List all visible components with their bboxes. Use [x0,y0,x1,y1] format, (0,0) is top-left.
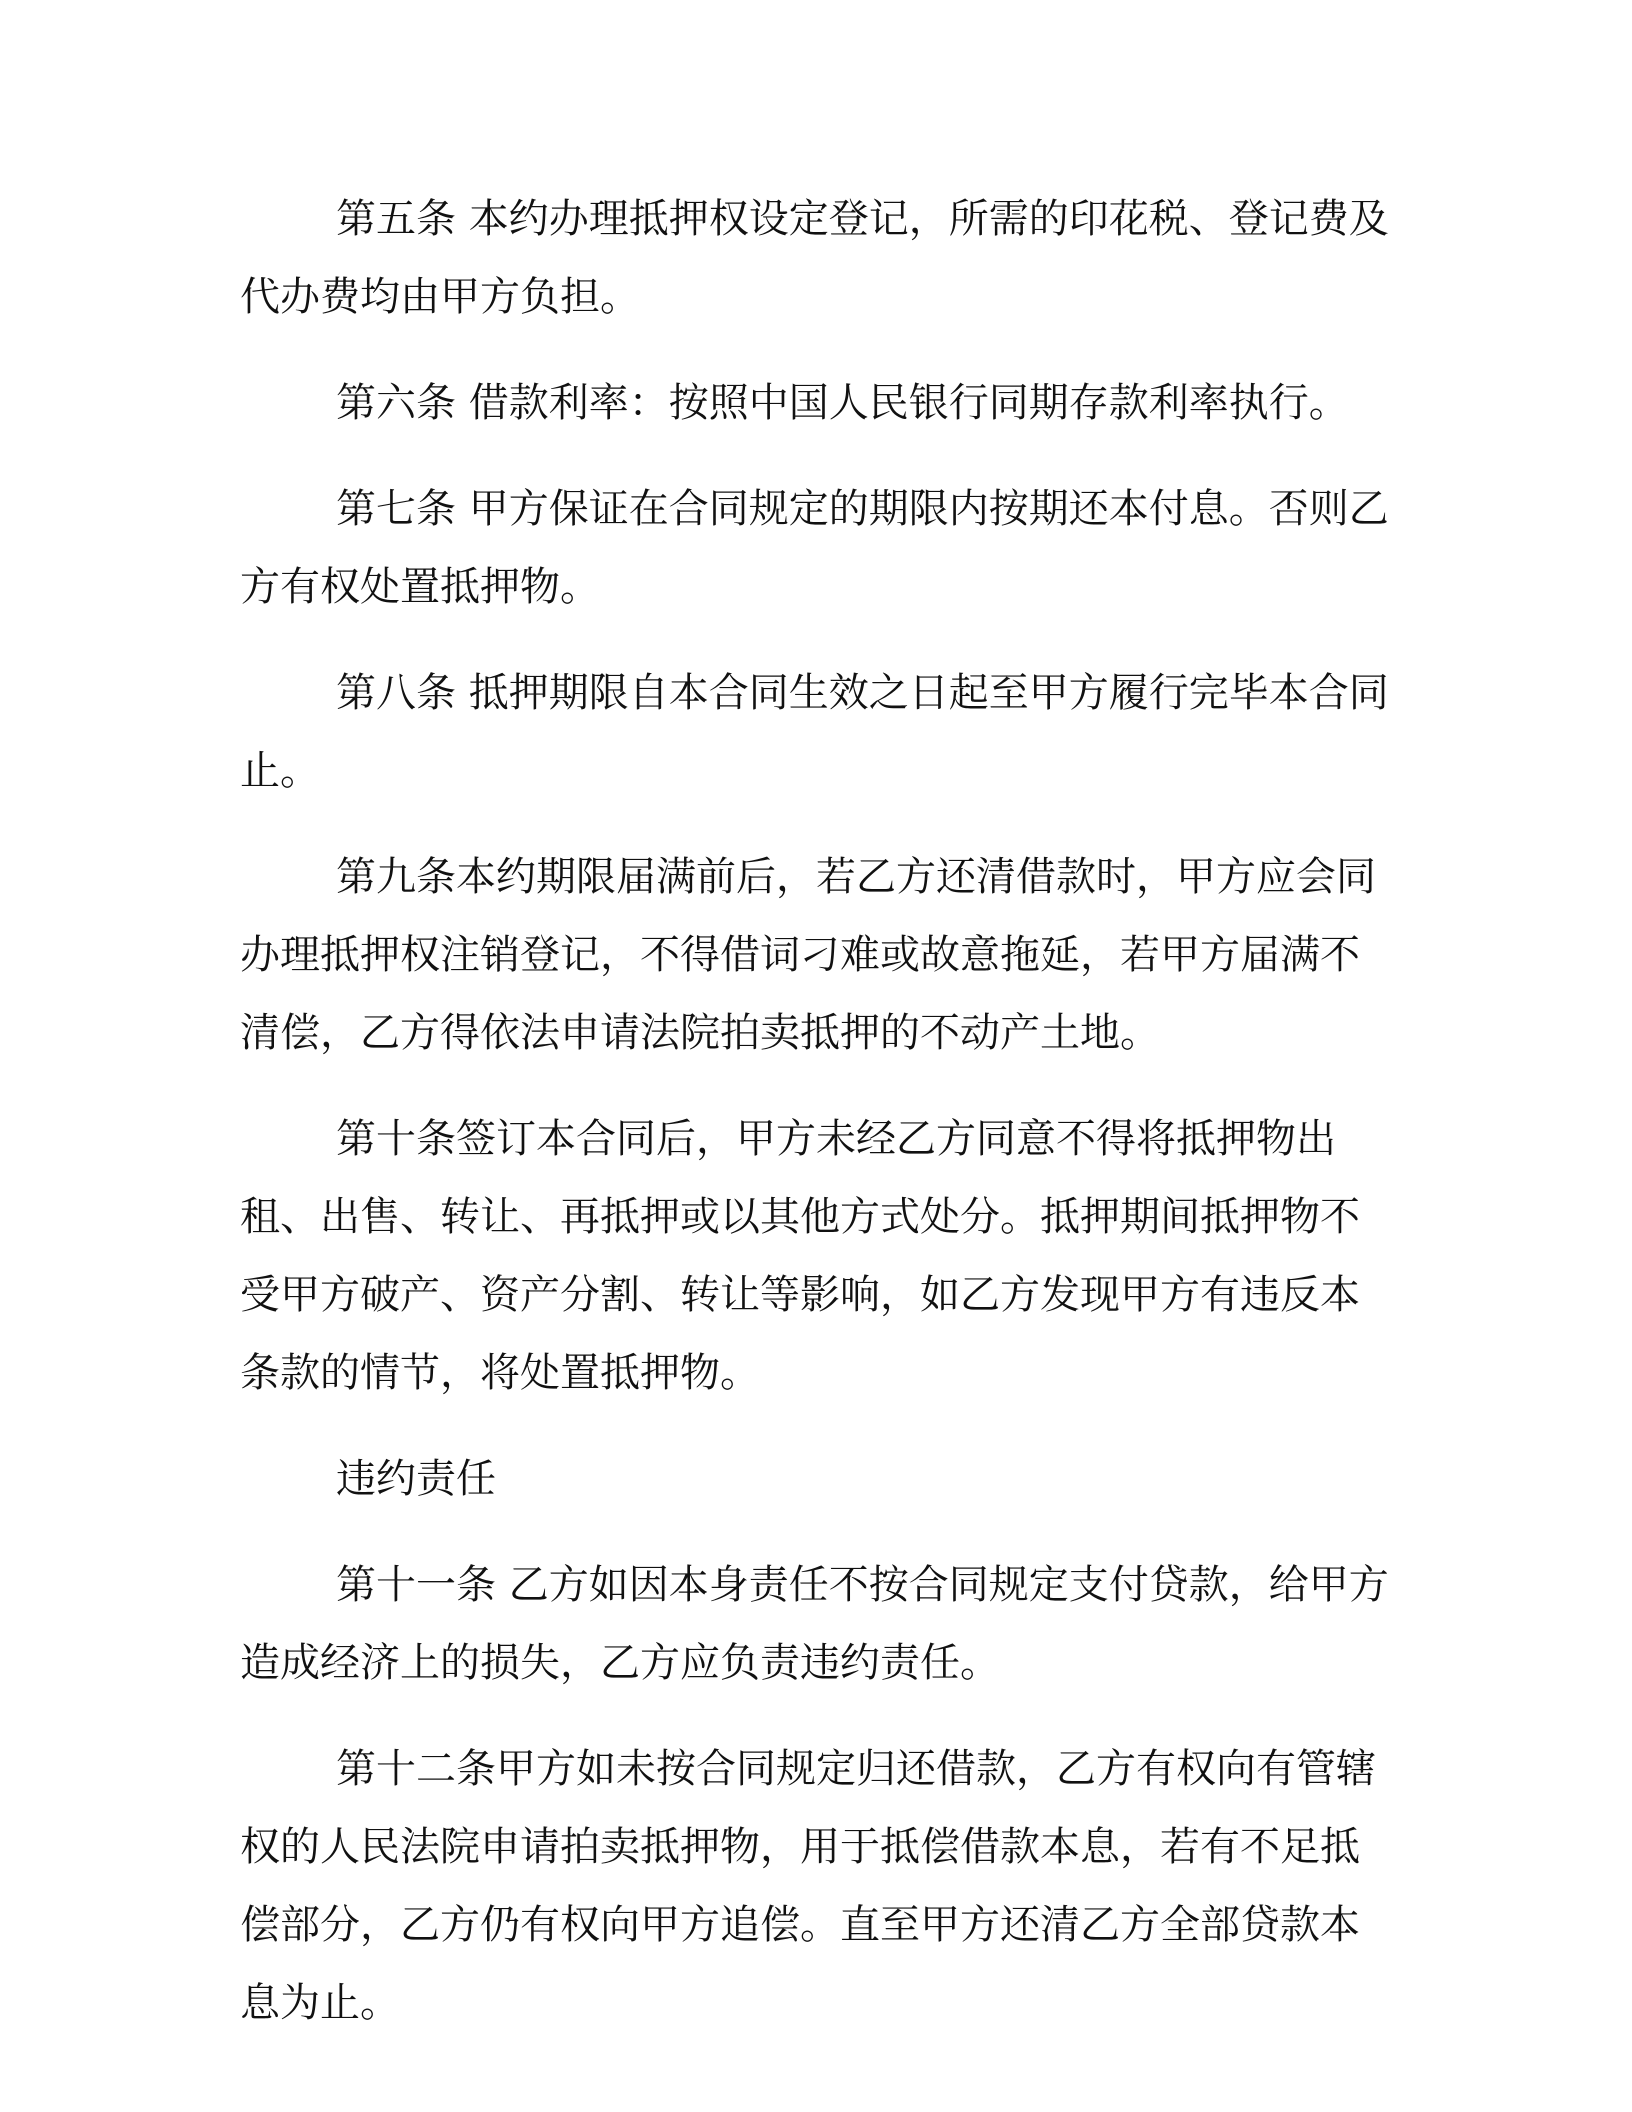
document-body [240,180,1390,2070]
article-12-paragraph: 第十二条甲方如未按合同规定归还借款，乙方有权向有管辖权的人民法院申请拍卖抵押物，用于抵偿借款本息，若有不足抵偿部分，乙方仍有权向甲方追偿。直至甲方还清乙方全部贷款本息为止。 [240,1746,1376,2026]
article-7-paragraph: 第七条 甲方保证在合同规定的期限内按期还本付息。否则乙方有权处置抵押物。 [240,486,1389,610]
article-5-paragraph: 第五条 本约办理抵押权设定登记，所需的印花税、登记费及代办费均由甲方负担。 [240,196,1389,320]
article-6-paragraph: 第六条 借款利率：按照中国人民银行同期存款利率执行。 [336,380,1349,426]
article-8-paragraph: 第八条 抵押期限自本合同生效之日起至甲方履行完毕本合同止。 [240,670,1389,794]
breach-liability-heading: 违约责任 [336,1456,496,1502]
article-10-paragraph: 第十条签订本合同后，甲方未经乙方同意不得将抵押物出租、出售、转让、再抵押或以其他方式处分。抵押期间抵押物不受甲方破产、资产分割、转让等影响，如乙方发现甲方有违反本条款的情节，将处置抵押物。 [240,1116,1360,1396]
article-9-paragraph: 第九条本约期限届满前后，若乙方还清借款时，甲方应会同办理抵押权注销登记，不得借词刁难或故意拖延，若甲方届满不清偿，乙方得依法申请法院拍卖抵押的不动产土地。 [240,854,1376,1056]
article-11-paragraph: 第十一条 乙方如因本身责任不按合同规定支付贷款，给甲方造成经济上的损失，乙方应负责违约责任。 [240,1562,1389,1686]
